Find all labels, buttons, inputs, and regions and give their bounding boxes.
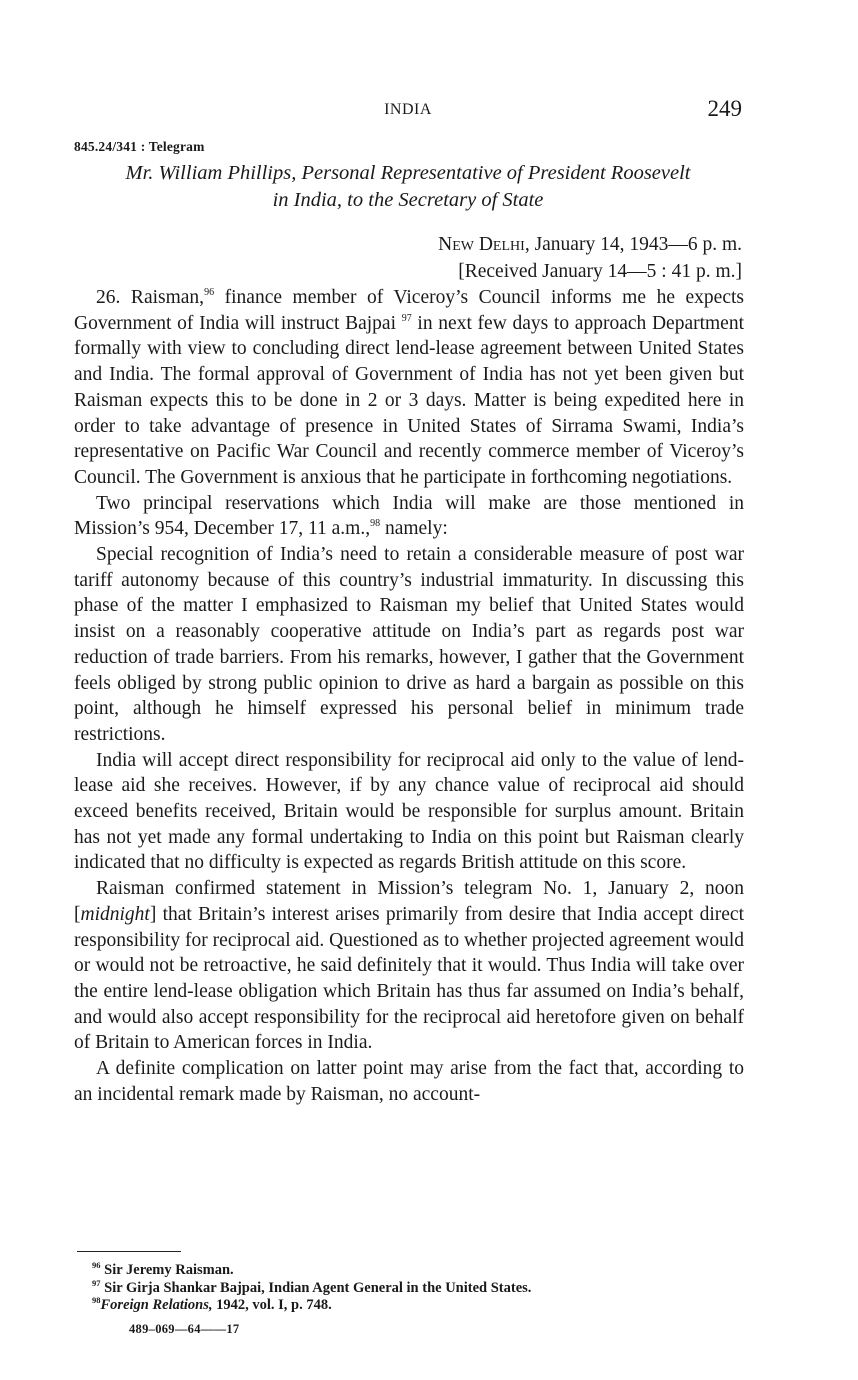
footnote-text: 1942, vol. I, p. 748. — [212, 1297, 332, 1313]
p2-text-b: namely: — [380, 518, 448, 540]
footnote-text: Sir Jeremy Raisman. — [104, 1262, 234, 1278]
dateline — [438, 231, 742, 285]
footnote-mark: 96 — [92, 1260, 101, 1270]
telegram-body — [74, 285, 744, 1108]
p1-text-c: in next few days to approach Department formally with view to concluding direct lend-lease agreement between United States and India. The formal approval of Government of India has not yet been given but Raisman expects this to be done in 2 or 3 days. Matter is being expedited here in order to take advantage of presence in United States of Sirrama Swami, India’s representative on Pacific War Council and recently commerce member of Viceroy’s Council. The Government is anxious that he participate in forthcoming negotiations. — [74, 312, 745, 488]
dateline-place: New Delhi — [438, 234, 525, 255]
heading-line-1: Mr. William Phillips, Personal Representative of President Roosevelt — [125, 162, 691, 184]
document-heading — [74, 160, 742, 214]
footnote-ref-96: 96 — [204, 287, 215, 298]
p5-text-b: ] that Britain’s interest arises primarily from desire that India accept direct responsibility for reciprocal aid. Questioned as to whether projected agreement would or would not be retroactive, he said definitely that it would. Thus India will take over the entire lend-lease obligation which Britain has thus far assumed on India’s behalf, and would also accept responsibility for the reciprocal aid heretofore given on behalf of Britain to American forces in India. — [74, 903, 744, 1054]
footnote-98 — [92, 1297, 531, 1315]
footnote-mark: 97 — [92, 1277, 101, 1288]
heading-line-2: in India, to the Secretary of State — [272, 189, 544, 211]
footnote-97 — [92, 1277, 532, 1298]
paragraph-6: A definite complication on latter point may arise from the fact that, according to an incidental remark made by Raisman, no account- — [74, 1058, 744, 1105]
paragraph-5 — [74, 876, 744, 1056]
print-code: 489–069—64——17 — [129, 1322, 240, 1336]
footnote-96 — [92, 1262, 531, 1280]
footnotes — [92, 1262, 531, 1315]
dateline-sent-time: , January 14, 1943—6 p. m. — [524, 234, 742, 255]
paragraph-4: India will accept direct responsibility for reciprocal aid only to the value of lend-lease aid she receives. However, if by any chance value of reciprocal aid should exceed benefits received, Britain would be responsible for surplus amount. Britain has not yet made any formal undertaking to India on this point but Raisman clearly indicated that no difficulty is expected as regards British attitude on this score. — [74, 749, 744, 874]
footnote-text-italic: Foreign Relations, — [100, 1297, 213, 1313]
footnote-text: Sir Girja Shankar Bajpai, Indian Agent General in the United States. — [104, 1279, 532, 1296]
running-title: INDIA — [384, 101, 432, 118]
p1-text-b: finance member of Viceroy’s Council informs me he expects Government of India will instruct Bajpai — [74, 287, 745, 334]
p2-text-a: Two principal reservations which India will make are those mentioned in Mission’s 954, December 17, 11 a.m., — [74, 492, 744, 540]
p5-text-a: Raisman confirmed statement in Mission’s telegram No. 1, January 2, noon [ — [74, 878, 744, 925]
running-header — [74, 96, 742, 126]
footnote-ref-98: 98 — [370, 518, 381, 530]
paragraph-2 — [74, 491, 744, 542]
page-number: 249 — [707, 96, 742, 121]
dateline-received: [Received January 14—5 : 41 p. m.] — [458, 261, 742, 282]
document-reference: 845.24/341 : Telegram — [74, 139, 205, 154]
p1-text-a: 26. Raisman, — [96, 287, 205, 308]
paragraph-1 — [74, 285, 744, 491]
p5-italic-midnight: midnight — [80, 903, 150, 925]
footnote-ref-97: 97 — [401, 312, 412, 324]
dateline-sent — [438, 231, 742, 258]
footnote-divider — [77, 1251, 181, 1252]
footnote-mark: 98 — [92, 1295, 101, 1305]
paragraph-3: Special recognition of India’s need to retain a considerable measure of post war tariff autonomy because of this country’s industrial immaturity. In discussing this phase of the matter I emphasized to Raisman my belief that United States would insist on a reasonably cooperative attitude on India’s part as regards post war reduction of trade barriers. From his remarks, however, I gather that the Government feels obliged by strong public opinion to drive as hard a bargain as possible on this point, although he himself expressed his personal belief in minimum trade restrictions. — [74, 544, 744, 745]
